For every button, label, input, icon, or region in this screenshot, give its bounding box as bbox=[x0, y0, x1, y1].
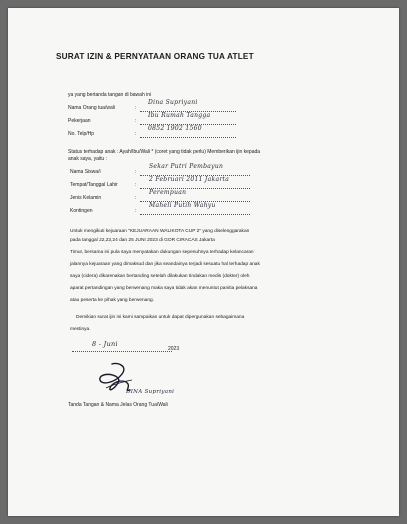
paragraph-line: pada tanggal 22,23,24 dan 25 JUNI 2023 di GOR CIRACAS Jakarta bbox=[70, 238, 215, 243]
phone-value: 0852 1902 1560 bbox=[148, 125, 202, 132]
signatory-name: DINA Supriyani bbox=[126, 389, 175, 395]
paragraph-line: saya (cidera) dikarenakan bertanding setelah dilakukan tindakan medis (dokter) oleh bbox=[70, 274, 250, 279]
child-name-label: Nama Siswa/i bbox=[70, 169, 101, 175]
field-colon: : bbox=[135, 118, 137, 124]
status-text-cont: anak saya, yaitu : bbox=[68, 156, 107, 162]
intro-text: ya yang bertanda tangan di bawah ini bbox=[68, 92, 152, 98]
child-name-value: Sekar Putri Pembayun bbox=[149, 163, 224, 170]
date-line bbox=[72, 351, 172, 352]
paragraph-line: jalannya kejuaraan yang dimaksud dan jika seandainya terjadi sesuatu hal terhadap anak bbox=[70, 262, 260, 267]
contingent-value: Maheli Putih Wahyu bbox=[149, 202, 216, 209]
contingent-line bbox=[140, 214, 250, 215]
field-colon: : bbox=[135, 195, 137, 201]
date-year: 2023 bbox=[168, 346, 180, 352]
parent-name-label: Nama Orang tua/wali bbox=[68, 105, 115, 111]
paragraph-line: Timur, bersama ini pula saya menyatakan dukungan sepenuhnya terhadap kelancaran bbox=[70, 250, 254, 255]
phone-line bbox=[140, 137, 236, 138]
paragraph-line: Untuk mengikuti kejuaraan "KEJUARAAN WALIKOTA CUP 2" yang diselenggarakan bbox=[70, 229, 250, 234]
document-title: SURAT IZIN & PERNYATAAN ORANG TUA ATLET bbox=[56, 52, 254, 61]
closing-line: Demikian surat ijin ini kami sampaikan untuk dapat dipergunakan sebagaimana bbox=[76, 315, 245, 320]
occupation-label: Pekerjaan bbox=[68, 118, 91, 124]
paragraph-line: atau peserta ke pihak yang berwenang. bbox=[70, 298, 155, 303]
birth-value: 2 Februari 2011 Jakarta bbox=[149, 176, 230, 183]
status-text: Status terhadap anak : Ayah/Ibu/Wali * (coret yang tidak perlu) Memberikan ijin kepada bbox=[68, 149, 261, 155]
field-colon: : bbox=[135, 182, 137, 188]
paragraph-line: aparat pertandingan yang berwenang maka saya tidak akan menuntut panitia pelaksana bbox=[70, 286, 258, 291]
birth-label: Tempat/Tanggal Lahir bbox=[70, 182, 118, 188]
document-page bbox=[8, 8, 399, 516]
field-colon: : bbox=[135, 131, 137, 137]
field-colon: : bbox=[135, 105, 137, 111]
date-handwritten: 8 - Juni bbox=[92, 340, 118, 348]
field-colon: : bbox=[135, 208, 137, 214]
gender-label: Jenis Kelamin bbox=[70, 195, 102, 201]
phone-label: No. Telp/Hp bbox=[68, 131, 95, 137]
closing-line: mestinya. bbox=[70, 327, 91, 332]
parent-name-value: Dina Supriyani bbox=[148, 99, 198, 106]
signature-caption: Tanda Tangan & Nama Jelas Orang Tua/Wali bbox=[68, 402, 168, 408]
occupation-value: Ibu Rumah Tangga bbox=[148, 112, 211, 119]
gender-value: Perempuan bbox=[149, 189, 187, 196]
contingent-label: Kontingen bbox=[70, 208, 93, 214]
field-colon: : bbox=[135, 169, 137, 175]
